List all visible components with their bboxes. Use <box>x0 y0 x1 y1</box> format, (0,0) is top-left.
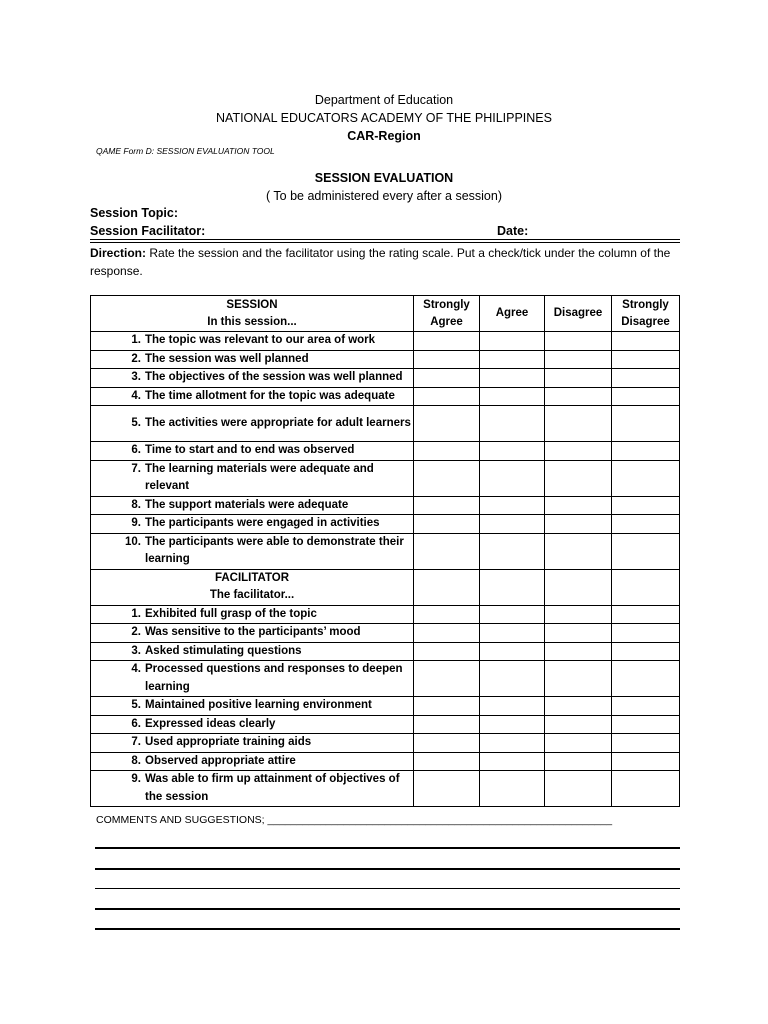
date-label: Date: <box>497 224 529 238</box>
item-number: 2. <box>131 352 141 365</box>
statement-cell <box>91 460 414 496</box>
rating-cell-strongly-agree[interactable] <box>414 661 480 697</box>
rating-cell-disagree[interactable] <box>545 496 612 515</box>
rating-cell-disagree[interactable] <box>545 697 612 716</box>
header-rule-top <box>90 239 680 240</box>
direction-body: Rate the session and the facilitator using the rating scale. Put a check/tick under the column of the response. <box>90 246 671 278</box>
rating-cell-disagree[interactable] <box>545 406 612 442</box>
item-number: 9. <box>131 773 141 785</box>
page-title: SESSION EVALUATION <box>314 171 454 185</box>
comment-line-4[interactable] <box>95 908 680 910</box>
col-disagree: Disagree <box>545 296 612 332</box>
rating-cell-strongly-agree[interactable] <box>414 734 480 753</box>
department-name: Department of Education <box>314 93 454 107</box>
item-number: 1. <box>131 607 141 620</box>
statement-cell <box>91 406 414 442</box>
header-rule-bottom <box>90 242 680 243</box>
rating-cell-strongly-agree[interactable] <box>414 642 480 661</box>
rating-cell-strongly-agree[interactable] <box>414 771 480 807</box>
rating-cell-agree[interactable] <box>480 715 545 734</box>
item-number: 8. <box>131 754 141 767</box>
rating-cell-agree[interactable] <box>480 406 545 442</box>
statement-cell <box>91 697 414 716</box>
rating-cell-strongly-agree[interactable] <box>414 624 480 643</box>
statement-cell <box>91 369 414 388</box>
table-row <box>91 369 680 388</box>
rating-cell-strongly-agree[interactable] <box>414 533 480 569</box>
item-number: 5. <box>131 416 141 429</box>
session-header-cell <box>91 296 414 332</box>
rating-cell-disagree[interactable] <box>545 515 612 534</box>
rating-cell-agree[interactable] <box>480 605 545 624</box>
rating-cell-strongly-disagree[interactable] <box>612 332 680 351</box>
rating-cell-strongly-agree[interactable] <box>414 332 480 351</box>
table-row <box>91 734 680 753</box>
item-text: The activities were appropriate for adult learners <box>145 416 411 429</box>
statement-cell <box>91 605 414 624</box>
table-row <box>91 605 680 624</box>
table-row <box>91 406 680 442</box>
statement-cell <box>91 642 414 661</box>
rating-cell-agree[interactable] <box>480 369 545 388</box>
statement-cell <box>91 533 414 569</box>
table-row <box>91 515 680 534</box>
rating-cell-strongly-disagree[interactable] <box>612 642 680 661</box>
statement-cell <box>91 350 414 369</box>
rating-cell-disagree[interactable] <box>545 605 612 624</box>
table-row <box>91 460 680 496</box>
statement-cell <box>91 387 414 406</box>
rating-cell-agree[interactable] <box>480 624 545 643</box>
item-text: Processed questions and responses to deepen learning <box>145 663 403 693</box>
col-strongly-disagree: Strongly Disagree <box>612 296 680 332</box>
rating-cell-disagree[interactable] <box>545 350 612 369</box>
item-text: The time allotment for the topic was adequate <box>145 389 395 402</box>
item-number: 7. <box>131 736 141 748</box>
direction-label: Direction: <box>90 246 147 260</box>
statement-cell <box>91 442 414 461</box>
region-name: CAR-Region <box>347 129 421 143</box>
rating-cell-strongly-disagree[interactable] <box>612 350 680 369</box>
rating-cell-disagree[interactable] <box>545 661 612 697</box>
item-number: 1. <box>131 334 141 346</box>
rating-cell-disagree[interactable] <box>545 442 612 461</box>
table-row <box>91 332 680 351</box>
rating-cell-agree[interactable] <box>480 734 545 753</box>
rating-cell-strongly-agree[interactable] <box>414 605 480 624</box>
item-number: 7. <box>131 462 141 475</box>
comment-line-3[interactable] <box>95 888 680 889</box>
rating-cell-strongly-agree[interactable] <box>414 387 480 406</box>
rating-cell-strongly-agree[interactable] <box>414 406 480 442</box>
rating-cell-strongly-disagree[interactable] <box>612 752 680 771</box>
item-number: 4. <box>131 663 141 675</box>
rating-cell-strongly-disagree[interactable] <box>612 496 680 515</box>
blank-cell <box>414 569 480 605</box>
rating-cell-disagree[interactable] <box>545 715 612 734</box>
page-subtitle: ( To be administered every after a session) <box>266 189 502 203</box>
item-text: The support materials were adequate <box>145 498 349 511</box>
rating-cell-strongly-disagree[interactable] <box>612 442 680 461</box>
session-header-sub: In this session... <box>207 315 297 328</box>
item-number: 2. <box>131 626 141 638</box>
item-number: 9. <box>131 517 141 529</box>
item-text: The session was well planned <box>145 352 309 365</box>
comment-line-1[interactable] <box>95 847 680 849</box>
rating-cell-strongly-disagree[interactable] <box>612 387 680 406</box>
item-text: The topic was relevant to our area of work <box>145 334 376 346</box>
facilitator-header-title: FACILITATOR <box>214 571 290 584</box>
item-number: 6. <box>131 717 141 730</box>
rating-cell-strongly-agree[interactable] <box>414 496 480 515</box>
item-number: 6. <box>131 444 141 456</box>
rating-cell-agree[interactable] <box>480 460 545 496</box>
blank-cell <box>480 569 545 605</box>
table-row <box>91 533 680 569</box>
rating-cell-strongly-disagree[interactable] <box>612 369 680 388</box>
rating-cell-strongly-disagree[interactable] <box>612 515 680 534</box>
rating-cell-disagree[interactable] <box>545 460 612 496</box>
statement-cell <box>91 715 414 734</box>
rating-cell-strongly-disagree[interactable] <box>612 771 680 807</box>
facilitator-header-cell <box>91 569 414 605</box>
rating-cell-agree[interactable] <box>480 661 545 697</box>
rating-cell-agree[interactable] <box>480 515 545 534</box>
rating-table <box>90 295 680 807</box>
rating-cell-agree[interactable] <box>480 771 545 807</box>
rating-cell-strongly-agree[interactable] <box>414 515 480 534</box>
rating-cell-strongly-disagree[interactable] <box>612 734 680 753</box>
table-row <box>91 661 680 697</box>
table-row <box>91 624 680 643</box>
session-topic-label: Session Topic: <box>90 206 178 220</box>
rating-cell-agree[interactable] <box>480 442 545 461</box>
rating-cell-agree[interactable] <box>480 642 545 661</box>
rating-cell-disagree[interactable] <box>545 642 612 661</box>
statement-cell <box>91 332 414 351</box>
item-number: 10. <box>125 535 141 548</box>
rating-cell-agree[interactable] <box>480 496 545 515</box>
col-agree: Agree <box>480 296 545 332</box>
rating-cell-strongly-disagree[interactable] <box>612 624 680 643</box>
statement-cell <box>91 771 414 807</box>
statement-cell <box>91 624 414 643</box>
rating-cell-strongly-disagree[interactable] <box>612 533 680 569</box>
table-row <box>91 642 680 661</box>
section-header-row <box>91 569 680 605</box>
item-number: 5. <box>131 699 141 711</box>
item-text: Exhibited full grasp of the topic <box>145 607 317 620</box>
table-header-row <box>91 296 680 332</box>
statement-cell <box>91 496 414 515</box>
rating-cell-disagree[interactable] <box>545 752 612 771</box>
rating-cell-strongly-agree[interactable] <box>414 442 480 461</box>
rating-cell-strongly-disagree[interactable] <box>612 605 680 624</box>
blank-cell <box>612 569 680 605</box>
rating-cell-disagree[interactable] <box>545 533 612 569</box>
item-text: The learning materials were adequate and relevant <box>145 462 374 492</box>
rating-cell-strongly-disagree[interactable] <box>612 715 680 734</box>
table-row <box>91 442 680 461</box>
rating-cell-strongly-disagree[interactable] <box>612 460 680 496</box>
col-strongly-agree: Strongly Agree <box>414 296 480 332</box>
direction-text <box>90 244 680 280</box>
rating-cell-strongly-agree[interactable] <box>414 369 480 388</box>
rating-cell-agree[interactable] <box>480 332 545 351</box>
rating-cell-disagree[interactable] <box>545 771 612 807</box>
blank-cell <box>545 569 612 605</box>
comment-line-2[interactable] <box>95 868 680 870</box>
rating-cell-agree[interactable] <box>480 533 545 569</box>
facilitator-header-sub: The facilitator... <box>209 589 295 601</box>
rating-cell-strongly-disagree[interactable] <box>612 661 680 697</box>
item-text: Used appropriate training aids <box>145 736 312 748</box>
table-row <box>91 496 680 515</box>
item-text: Maintained positive learning environment <box>145 699 372 711</box>
session-facilitator-label: Session Facilitator: <box>90 224 206 238</box>
item-number: 3. <box>131 371 141 383</box>
statement-cell <box>91 734 414 753</box>
rating-cell-agree[interactable] <box>480 387 545 406</box>
comments-label: COMMENTS AND SUGGESTIONS; ___________________________________________________________ <box>96 814 613 826</box>
item-number: 4. <box>131 389 141 402</box>
statement-cell <box>91 515 414 534</box>
rating-cell-strongly-agree[interactable] <box>414 715 480 734</box>
rating-cell-disagree[interactable] <box>545 332 612 351</box>
academy-name: NATIONAL EDUCATORS ACADEMY OF THE PHILIPPINES <box>216 111 552 125</box>
table-row <box>91 771 680 807</box>
item-text: The participants were able to demonstrate their learning <box>145 535 404 565</box>
item-text: Asked stimulating questions <box>145 644 302 657</box>
rating-cell-strongly-agree[interactable] <box>414 350 480 369</box>
table-row <box>91 697 680 716</box>
form-code: QAME Form D: SESSION EVALUATION TOOL <box>96 146 275 156</box>
rating-cell-strongly-disagree[interactable] <box>612 406 680 442</box>
rating-cell-disagree[interactable] <box>545 369 612 388</box>
rating-cell-disagree[interactable] <box>545 624 612 643</box>
statement-cell <box>91 752 414 771</box>
rating-cell-strongly-disagree[interactable] <box>612 697 680 716</box>
rating-cell-agree[interactable] <box>480 697 545 716</box>
item-text: The objectives of the session was well planned <box>145 371 403 383</box>
rating-cell-strongly-agree[interactable] <box>414 752 480 771</box>
table-row <box>91 715 680 734</box>
session-header-title: SESSION <box>226 298 278 311</box>
table-row <box>91 387 680 406</box>
item-text: Observed appropriate attire <box>145 754 296 767</box>
item-text: Expressed ideas clearly <box>145 717 276 730</box>
item-number: 8. <box>131 498 141 511</box>
rating-cell-agree[interactable] <box>480 752 545 771</box>
item-text: Was sensitive to the participants’ mood <box>145 626 361 638</box>
item-text: The participants were engaged in activities <box>145 517 380 529</box>
rating-cell-strongly-agree[interactable] <box>414 460 480 496</box>
item-number: 3. <box>131 644 141 657</box>
item-text: Time to start and to end was observed <box>145 444 355 456</box>
rating-cell-agree[interactable] <box>480 350 545 369</box>
rating-cell-disagree[interactable] <box>545 387 612 406</box>
item-text: Was able to firm up attainment of objectives of the session <box>145 773 400 803</box>
rating-cell-disagree[interactable] <box>545 734 612 753</box>
rating-cell-strongly-agree[interactable] <box>414 697 480 716</box>
table-row <box>91 350 680 369</box>
table-row <box>91 752 680 771</box>
statement-cell <box>91 661 414 697</box>
comment-line-5[interactable] <box>95 928 680 930</box>
